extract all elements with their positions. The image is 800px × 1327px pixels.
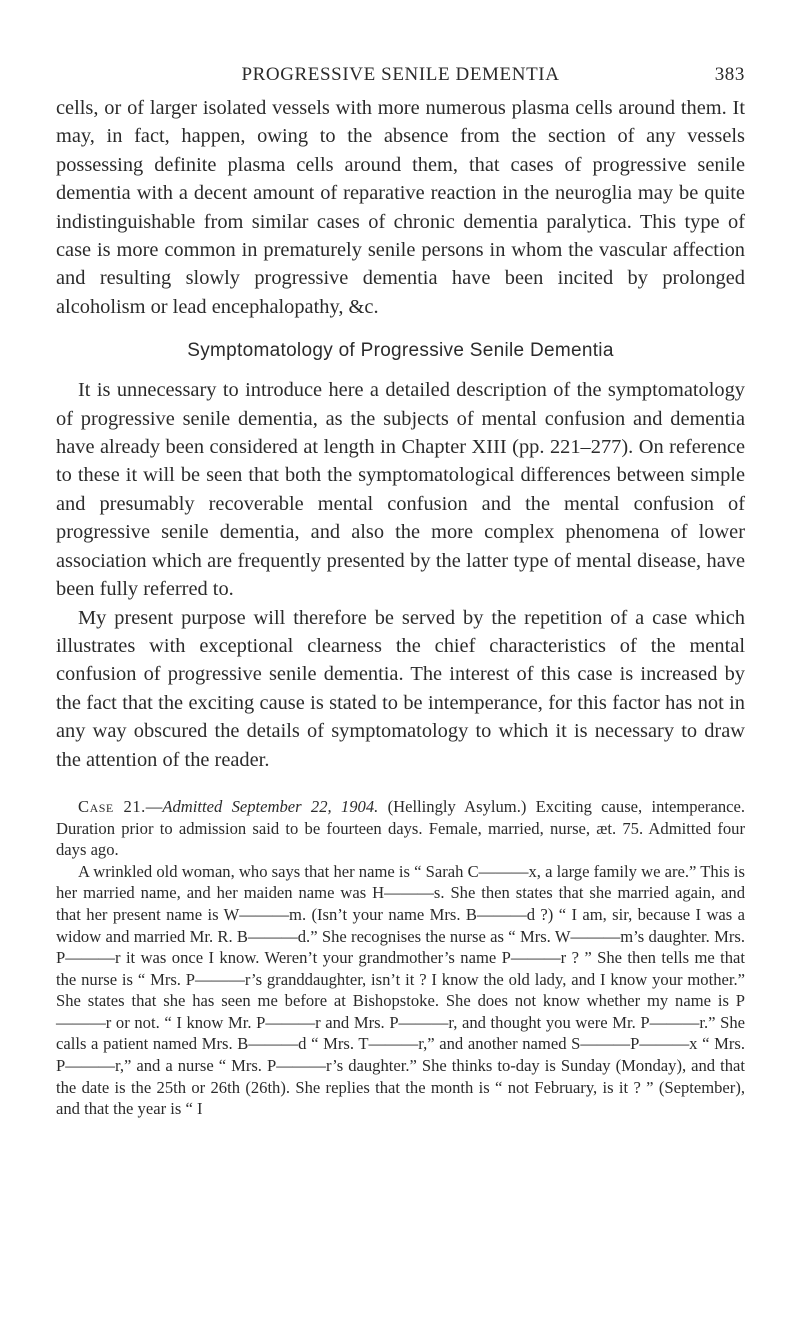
running-head-title: PROGRESSIVE SENILE DEMENTIA xyxy=(241,64,560,85)
case-header-paragraph xyxy=(56,796,745,861)
case-admitted-date: Admitted September 22, 1904. xyxy=(162,796,379,816)
section-heading: Symptomatology of Progressive Senile Dementia xyxy=(187,340,614,362)
case-dash: — xyxy=(145,796,163,816)
case-label: Case 21. xyxy=(78,796,146,816)
intro-paragraph: cells, or of larger isolated vessels with more numerous plasma cells around them. It may, in fact, happen, owing to the absence from the section of any vessels possessing definite plasma cells around them, that cases of progressive senile dementia with a decent amount of reparative reaction in the neuroglia may be quite indistinguishable from similar cases of chronic dementia paralytica. This type of case is more common in prematurely senile persons in whom the vascular affection and resulting slowly progressive dementia have been incited by prolonged alcoholism or lead encephalopathy, &c. xyxy=(56,97,745,318)
case-narrative: A wrinkled old woman, who says that her name is “ Sarah C———x, a large family we are.” This is her married name, and her maiden name was H———s. She then states that she married again, and that her present name is W———m. (Isn’t your name Mrs. B———d ?) “ I am, sir, because I was a widow and married Mr. R. B———d.” She recognises the nurse as “ Mrs. W———m’s daughter. Mrs. P———r it was once I know. Weren’t your grandmother’s name P———r ? ” She then tells me that the nurse is “ Mrs. P———r’s granddaughter, isn’t it ? I know the old lady, and I know your mother.” She states that she has seen me before at Bishopstoke. She does not know whether my name is P———r or not. “ I know Mr. P———r and Mrs. P———r, and thought you were Mr. P———r.” She calls a patient named Mrs. B———d “ Mrs. T———r,” and another named S———P———x “ Mrs. P———r,” and a nurse “ Mrs. P———r’s daughter.” She thinks to-day is Sunday (Monday), and that the date is the 25th or 26th (26th). She replies that the month is “ not February, is it ? ” (September), and that the year is “ I xyxy=(56,861,745,1119)
body-text xyxy=(56,94,745,321)
case-details: (Hellingly Asylum.) Exciting cause, intemperance. Duration prior to admission said to be fourteen days. Female, married, nurse, æt. 75. Admitted four days ago. xyxy=(56,796,745,860)
running-head xyxy=(56,64,745,94)
section-body xyxy=(56,376,745,774)
section-paragraph-1: It is unnecessary to introduce here a detailed description of the symptomatology of progressive senile dementia, as the subjects of mental confusion and dementia have already been considered at length in Chapter XIII (pp. 221–277). On reference to these it will be seen that both the symptomatological differences between simple and presumably recoverable mental confusion and the mental confusion of progressive senile dementia, and also the more complex phenomena of lower association which are frequently presented by the latter type of mental disease, have been fully referred to. xyxy=(56,379,745,601)
case-record xyxy=(56,796,745,1120)
page-number: 383 xyxy=(714,64,745,85)
section-paragraph-2: My present purpose will therefore be served by the repetition of a case which illustrates with exceptional clearness the chief characteristics of the mental confusion of progressive senile dementia. The interest of this case is increased by the fact that the exciting cause is stated to be intemperance, for this factor has not in any way obscured the details of symptomatology to which it is necessary to draw the attention of the reader. xyxy=(56,606,745,771)
